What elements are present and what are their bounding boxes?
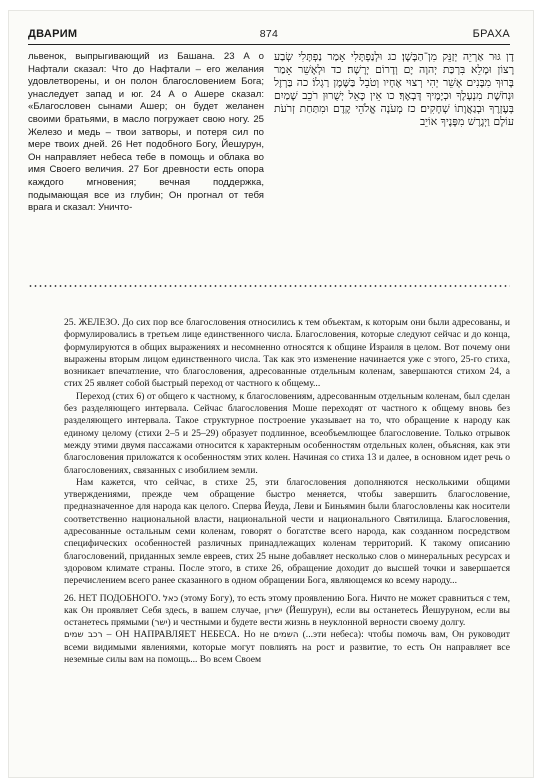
commentary-text: – ОН НАПРАВЛЯЕТ НЕБЕСА. Но не	[102, 629, 274, 641]
commentary-paragraph: Переход (стих 6) от общего к частному, к благословениям, адресованным отдельным коленам, был сделан без разделяющего интервала. Сейчас благословения Моше переходят от частного к общему вновь без разделяющего интервала. Такое структурное построение указывает на то, что обращение к народу как единому целому (стихи 2–5 и 25–29) образует подлинное, всеобъемлющее благословение. Только отрывок между этими двумя пассажами относится к характерным особенностям отдельных колен, объясняя, как эти благословения приложатся к особенностям этих колен. Начиная со стиха 13 и далее, в основном идет речь о благословениях, связанных с изобилием земли.	[64, 390, 510, 476]
hebrew-text: דָן גּוּר אַרְיֵה יְזַנֵּק מִן־הַבָּשָׁן׃ כג וּלְנַפְתָּלִי אָמַר נַפְתָּלִי שְׂבַע רָצוֹן וּמָלֵא בִּרְכַּת יְהוָה יָם וְדָרוֹם יְרָשָׁה׃ כד וּלְאָשֵׁר אָמַר בָּרוּךְ מִבָּנִים אָשֵׁר יְהִי רְצוּי אֶחָיו וְטֹבֵל בַּשֶּׁמֶן רַגְלוֹ׃ כה בַּרְזֶל וּנְחֹשֶׁת מִנְעָלֶךָ וּכְיָמֶיךָ דָּבְאֶךָ׃ כו אֵין כָּאֵל יְשֻׁרוּן רֹכֵב שָׁמַיִם בְּעֶזְרֶךָ וּבְגַאֲוָתוֹ שְׁחָקִים׃ כז מְעֹנָה אֱלֹהֵי קֶדֶם וּמִתַּחַת זְרֹעֹת עוֹלָם וַיְגָרֶשׁ מִפָּנֶיךָ אוֹיֵב	[274, 50, 514, 129]
running-header	[28, 28, 510, 45]
hebrew-term: השמים	[273, 630, 299, 641]
dotted-divider	[28, 284, 510, 288]
commentary-text: 26. НЕТ ПОДОБНОГО.	[64, 592, 163, 604]
commentary-paragraph	[64, 629, 510, 666]
russian-translation: львенок, выпрыгивающий из Башана. 23 А о Нафтали сказал: Что до Нафтали – его желания удовлетворены, и он полон благословением Бога; унаследует запад и юг. 24 А о Ашере сказал: «Благословен сынами Ашер; он будет желанен своими братьями, в масло погружает свою ногу. 25 Железо и медь – твои затворы, и потеря сил по мере твоих дней. 26 Нет подобного Богу, Йешурун, Он направляет небеса тебе в помощь и облака во имя Своего величия. 27 Бог древности есть опора каждого мгновения; вечная поддержка, подымающая все из глубин; Он прогнал от тебя врага и сказал: Уничто-	[28, 51, 264, 214]
commentary-paragraph: 25. ЖЕЛЕЗО. До сих пор все благословения относились к тем объектам, к которым они были адресованы, и формулировались в третьем лице единственного числа. Благословения, которые следуют сейчас и до конца, формулируются в общих выражениях и несомненно относятся к общине Израиля в целом. Вот почему они выражены вторым лицом единственного числа. Так как это изменение начинается уже с этого, 25-го стиха, возникает впечатление, что благословения, адресованные отдельным коленам, завершаются стихом 24, а стих 25 являет собой быстрый переход от частного к общему...	[64, 317, 510, 390]
commentary-text: (...эти небеса): чтобы помочь вам, Он руководит всеми видимыми явлениями, которые могут повлиять на рост и развитие, то есть Он направляет все неземные силы вам на помощь... Во всем Своем	[64, 629, 510, 666]
page-number: 874	[259, 28, 279, 40]
hebrew-term: רכב שמים	[64, 630, 103, 641]
header-portion-name: БРАХА	[472, 28, 510, 40]
commentary-paragraph	[64, 593, 510, 630]
hebrew-term: כאל	[163, 593, 179, 604]
commentary-text: (Йешурун), если вы останетесь Йешуруном, если вы останетесь прямыми (	[64, 604, 510, 629]
header-book-name: ДВАРИМ	[28, 28, 78, 40]
hebrew-term: ישרון	[264, 605, 283, 616]
commentary-paragraph: Нам кажется, что сейчас, в стихе 25, эти благословения дополняются несколькими общими утверждениями, прежде чем обращение быстро меняется, чтобы завершить благословение, предназначенное для народа как целого. Сперва Йеуда, Леви и Биньямин были благословлены как носители соответственно национальной власти, национальной чести и национального Святилища. Благословения, адресованные остальным семи коленам, говорят о богатстве всего народа, как созданном посредством специфических особенностей различных принадлежащих коленам территорий. К такому описанию благословений, приданных земле евреев, стих 25 ныне добавляет несколько слов о минеральных ресурсах и здоровом климате страны. После этого, в стихе 26, обращение доходит до высшей точки и завершается перечислением всего ранее сказанного в одном обращении Бога, являющемся ко всему народу...	[64, 476, 510, 587]
commentary	[64, 317, 510, 666]
hebrew-term: ישר	[154, 618, 168, 629]
commentary-text: ) и честными и будете вести жизнь в неуклонной верности своему долгу.	[167, 617, 466, 629]
commentary-text: (этому Богу), то есть этому проявлению Бога. Ничто не может сравниться с тем, как Он проявляет Себя здесь, в вашем случае,	[64, 592, 511, 616]
